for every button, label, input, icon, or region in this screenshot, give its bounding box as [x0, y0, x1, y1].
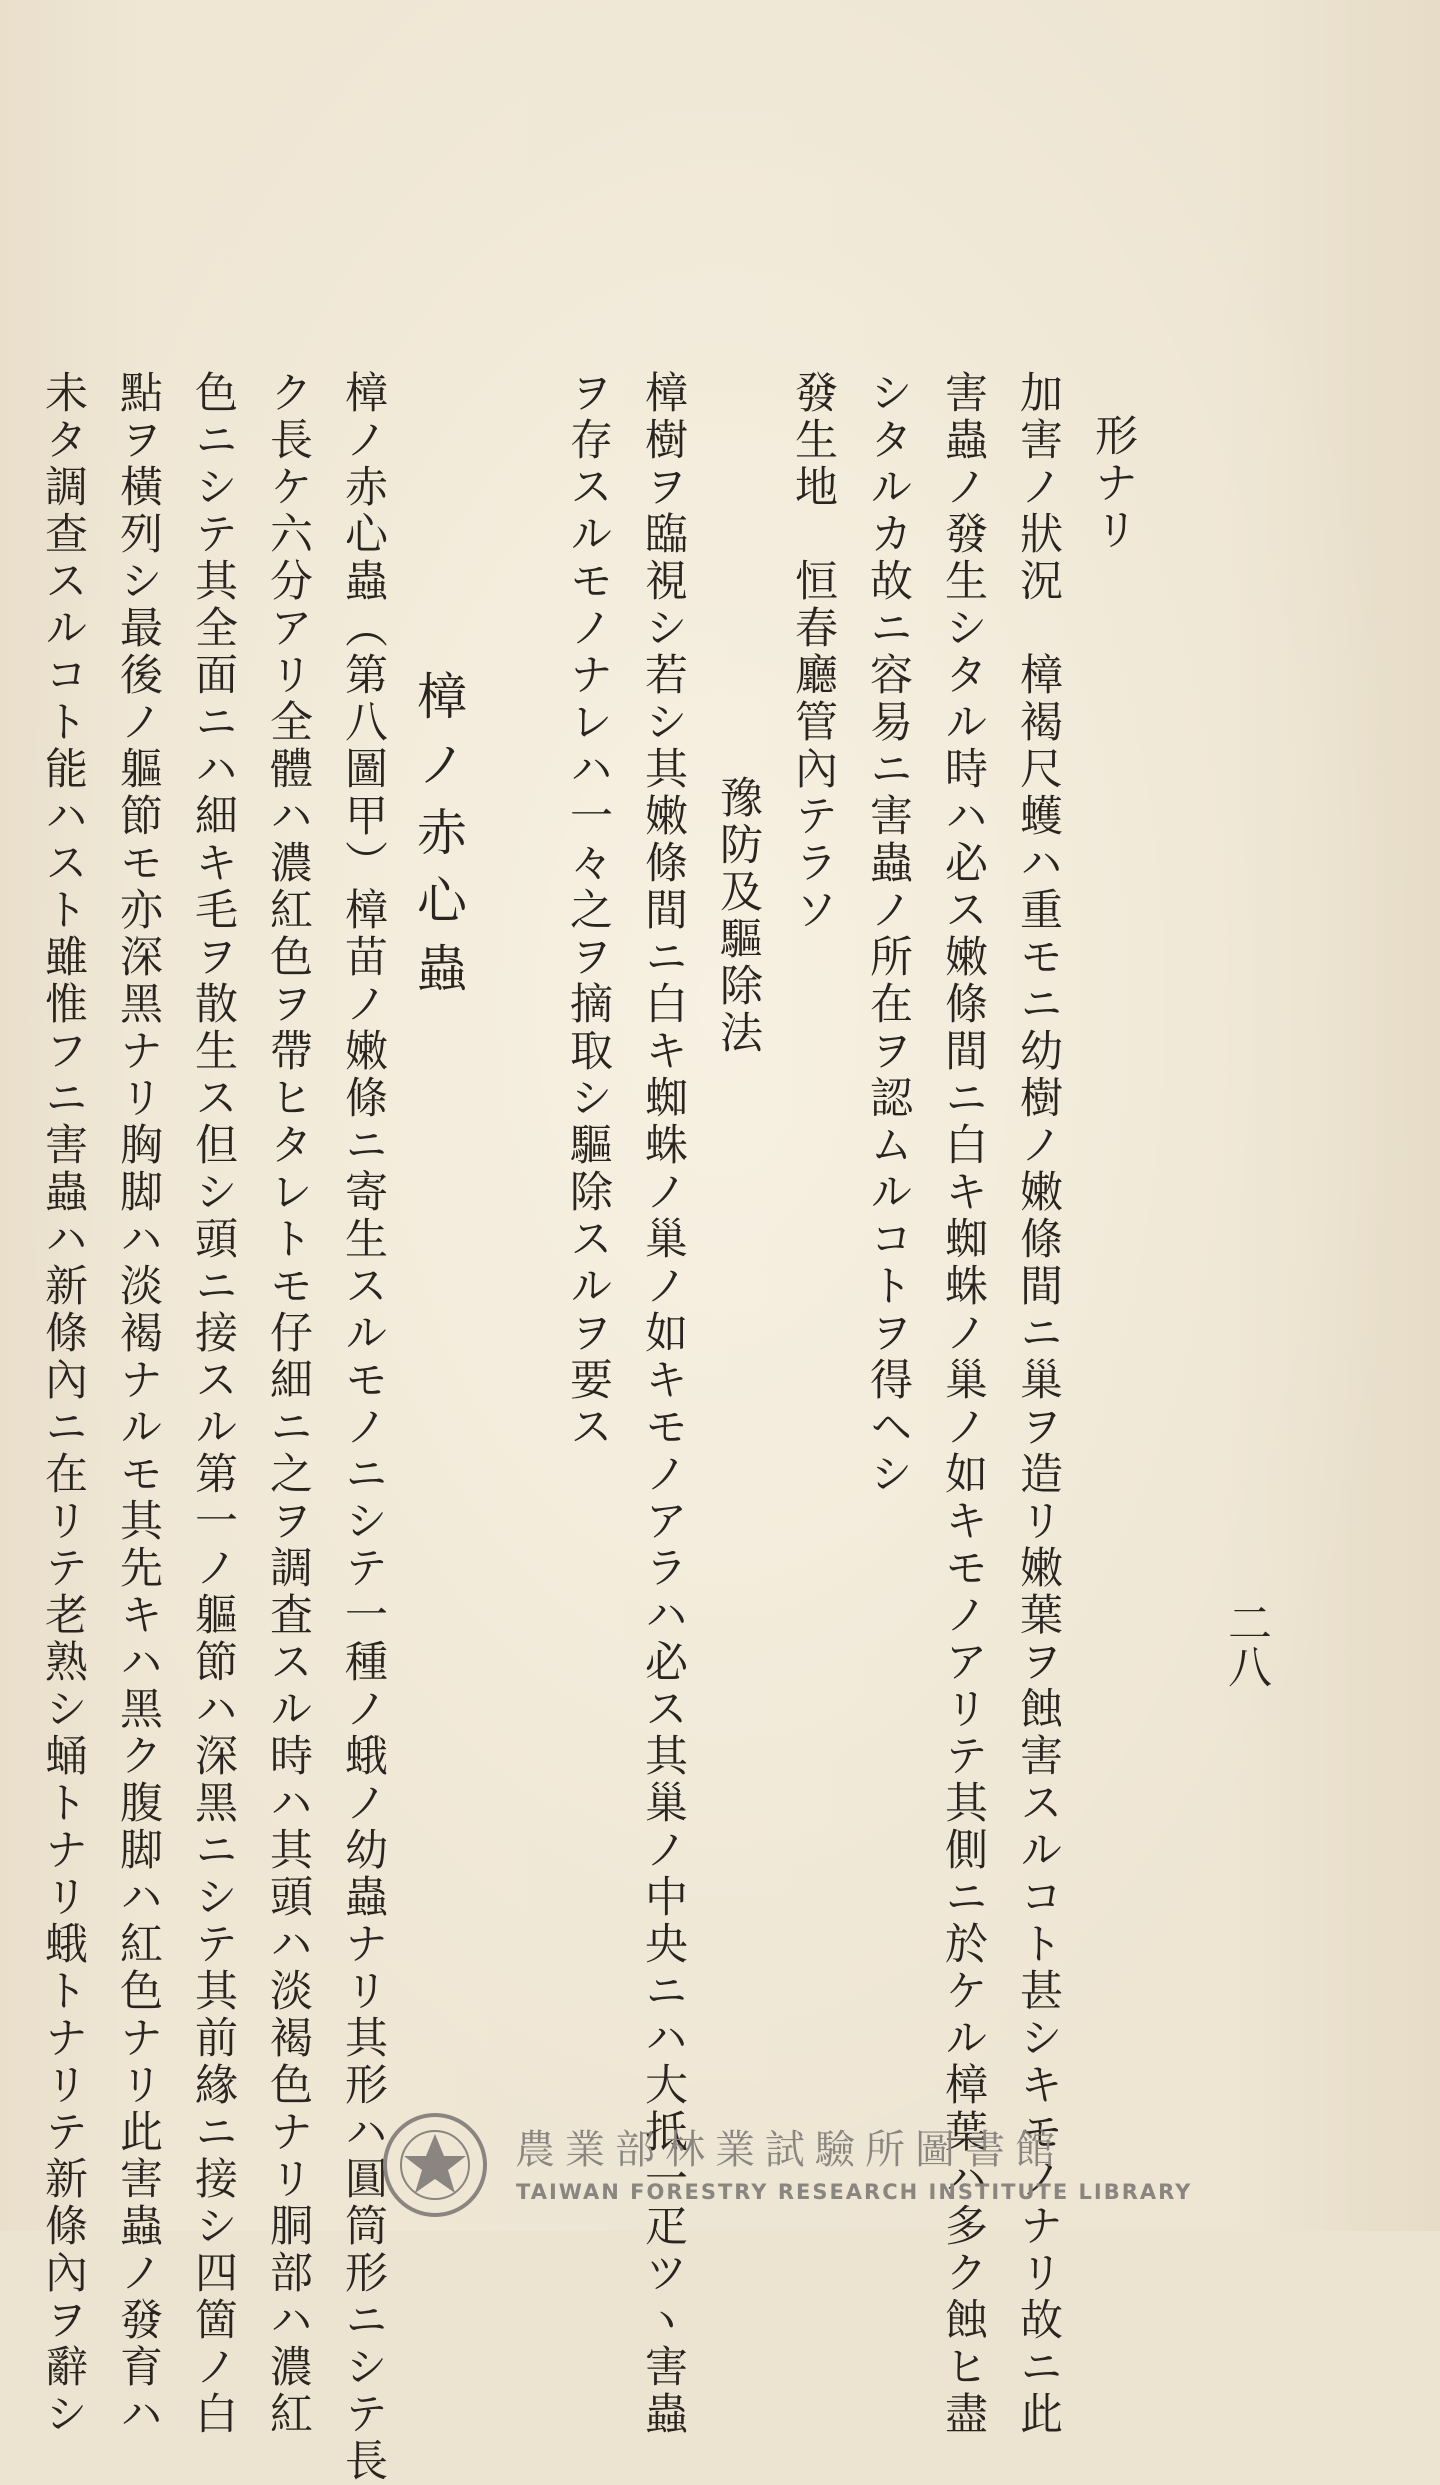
text-column: 樟樹ヲ臨視シ若シ其嫩條間ニ白キ蜘蛛ノ巢ノ如キモノアラハ必ス其巢ノ中央ニハ大抵一疋ツヽ害蟲 [638, 370, 688, 2438]
section-heading: 豫防及驅除法 [713, 775, 763, 1057]
text-column: 發生地 恒春廳管內テラソ [788, 370, 838, 934]
text-column: ヲ存スルモノナレハ一々之ヲ摘取シ驅除スルヲ要ス [563, 370, 613, 1451]
text-column: 害蟲ノ發生シタル時ハ必ス嫩條間ニ白キ蜘蛛ノ巢ノ如キモノアリテ其側ニ於ケル樟葉ハ多ク蝕ヒ盡 [938, 370, 988, 2438]
library-seal-icon [380, 2110, 490, 2220]
library-name-chinese: 農業部林業試驗所圖書館 [515, 2127, 1065, 2173]
text-column: 色ニシテ其全面ニハ細キ毛ヲ散生ス但シ頭ニ接スル第一ノ軀節ハ深黑ニシテ其前緣ニ接シ四箇ノ白 [188, 370, 238, 2438]
chapter-title-text: 樟ノ赤心蟲 [409, 670, 467, 1010]
text-column: 點ヲ橫列シ最後ノ軀節モ亦深黑ナリ胸脚ハ淡褐ナルモ其先キハ黑ク腹脚ハ紅色ナリ此害蟲ノ發育ハ [113, 370, 163, 2438]
library-watermark [380, 2100, 1193, 2230]
text-column: 形ナリ [1088, 413, 1138, 554]
chapter-title [400, 370, 475, 2070]
text-column: 加害ノ狀況 樟褐尺蠖ハ重モニ幼樹ノ嫩條間ニ巢ヲ造リ嫩葉ヲ蝕害スルコト甚シキモノナリ故ニ此 [1013, 370, 1063, 2438]
text-column: ク長ケ六分アリ全體ハ濃紅色ヲ帶ヒタレトモ仔細ニ之ヲ調査スル時ハ其頭ハ淡褐色ナリ胴部ハ濃紅 [263, 370, 313, 2438]
text-column: シタルカ故ニ容易ニ害蟲ノ所在ヲ認ムルコトヲ得ヘシ [863, 370, 913, 1498]
page-number: 二八 [1220, 1600, 1271, 1688]
text-column: 未タ調查スルコト能ハスト雖惟フニ害蟲ハ新條內ニ在リテ老熟シ蛹トナリ蛾トナリテ新條內ヲ辭シ [38, 370, 88, 2438]
blank-column [475, 370, 550, 380]
text-column: 樟ノ赤心蟲（第八圖甲）樟苗ノ嫩條ニ寄生スルモノニシテ一種ノ蛾ノ幼蟲ナリ其形ハ圓筒形ニシテ長 [338, 370, 388, 2485]
library-name-english: TAIWAN FORESTRY RESEARCH INSTITUTE LIBRARY [516, 2180, 1193, 2204]
